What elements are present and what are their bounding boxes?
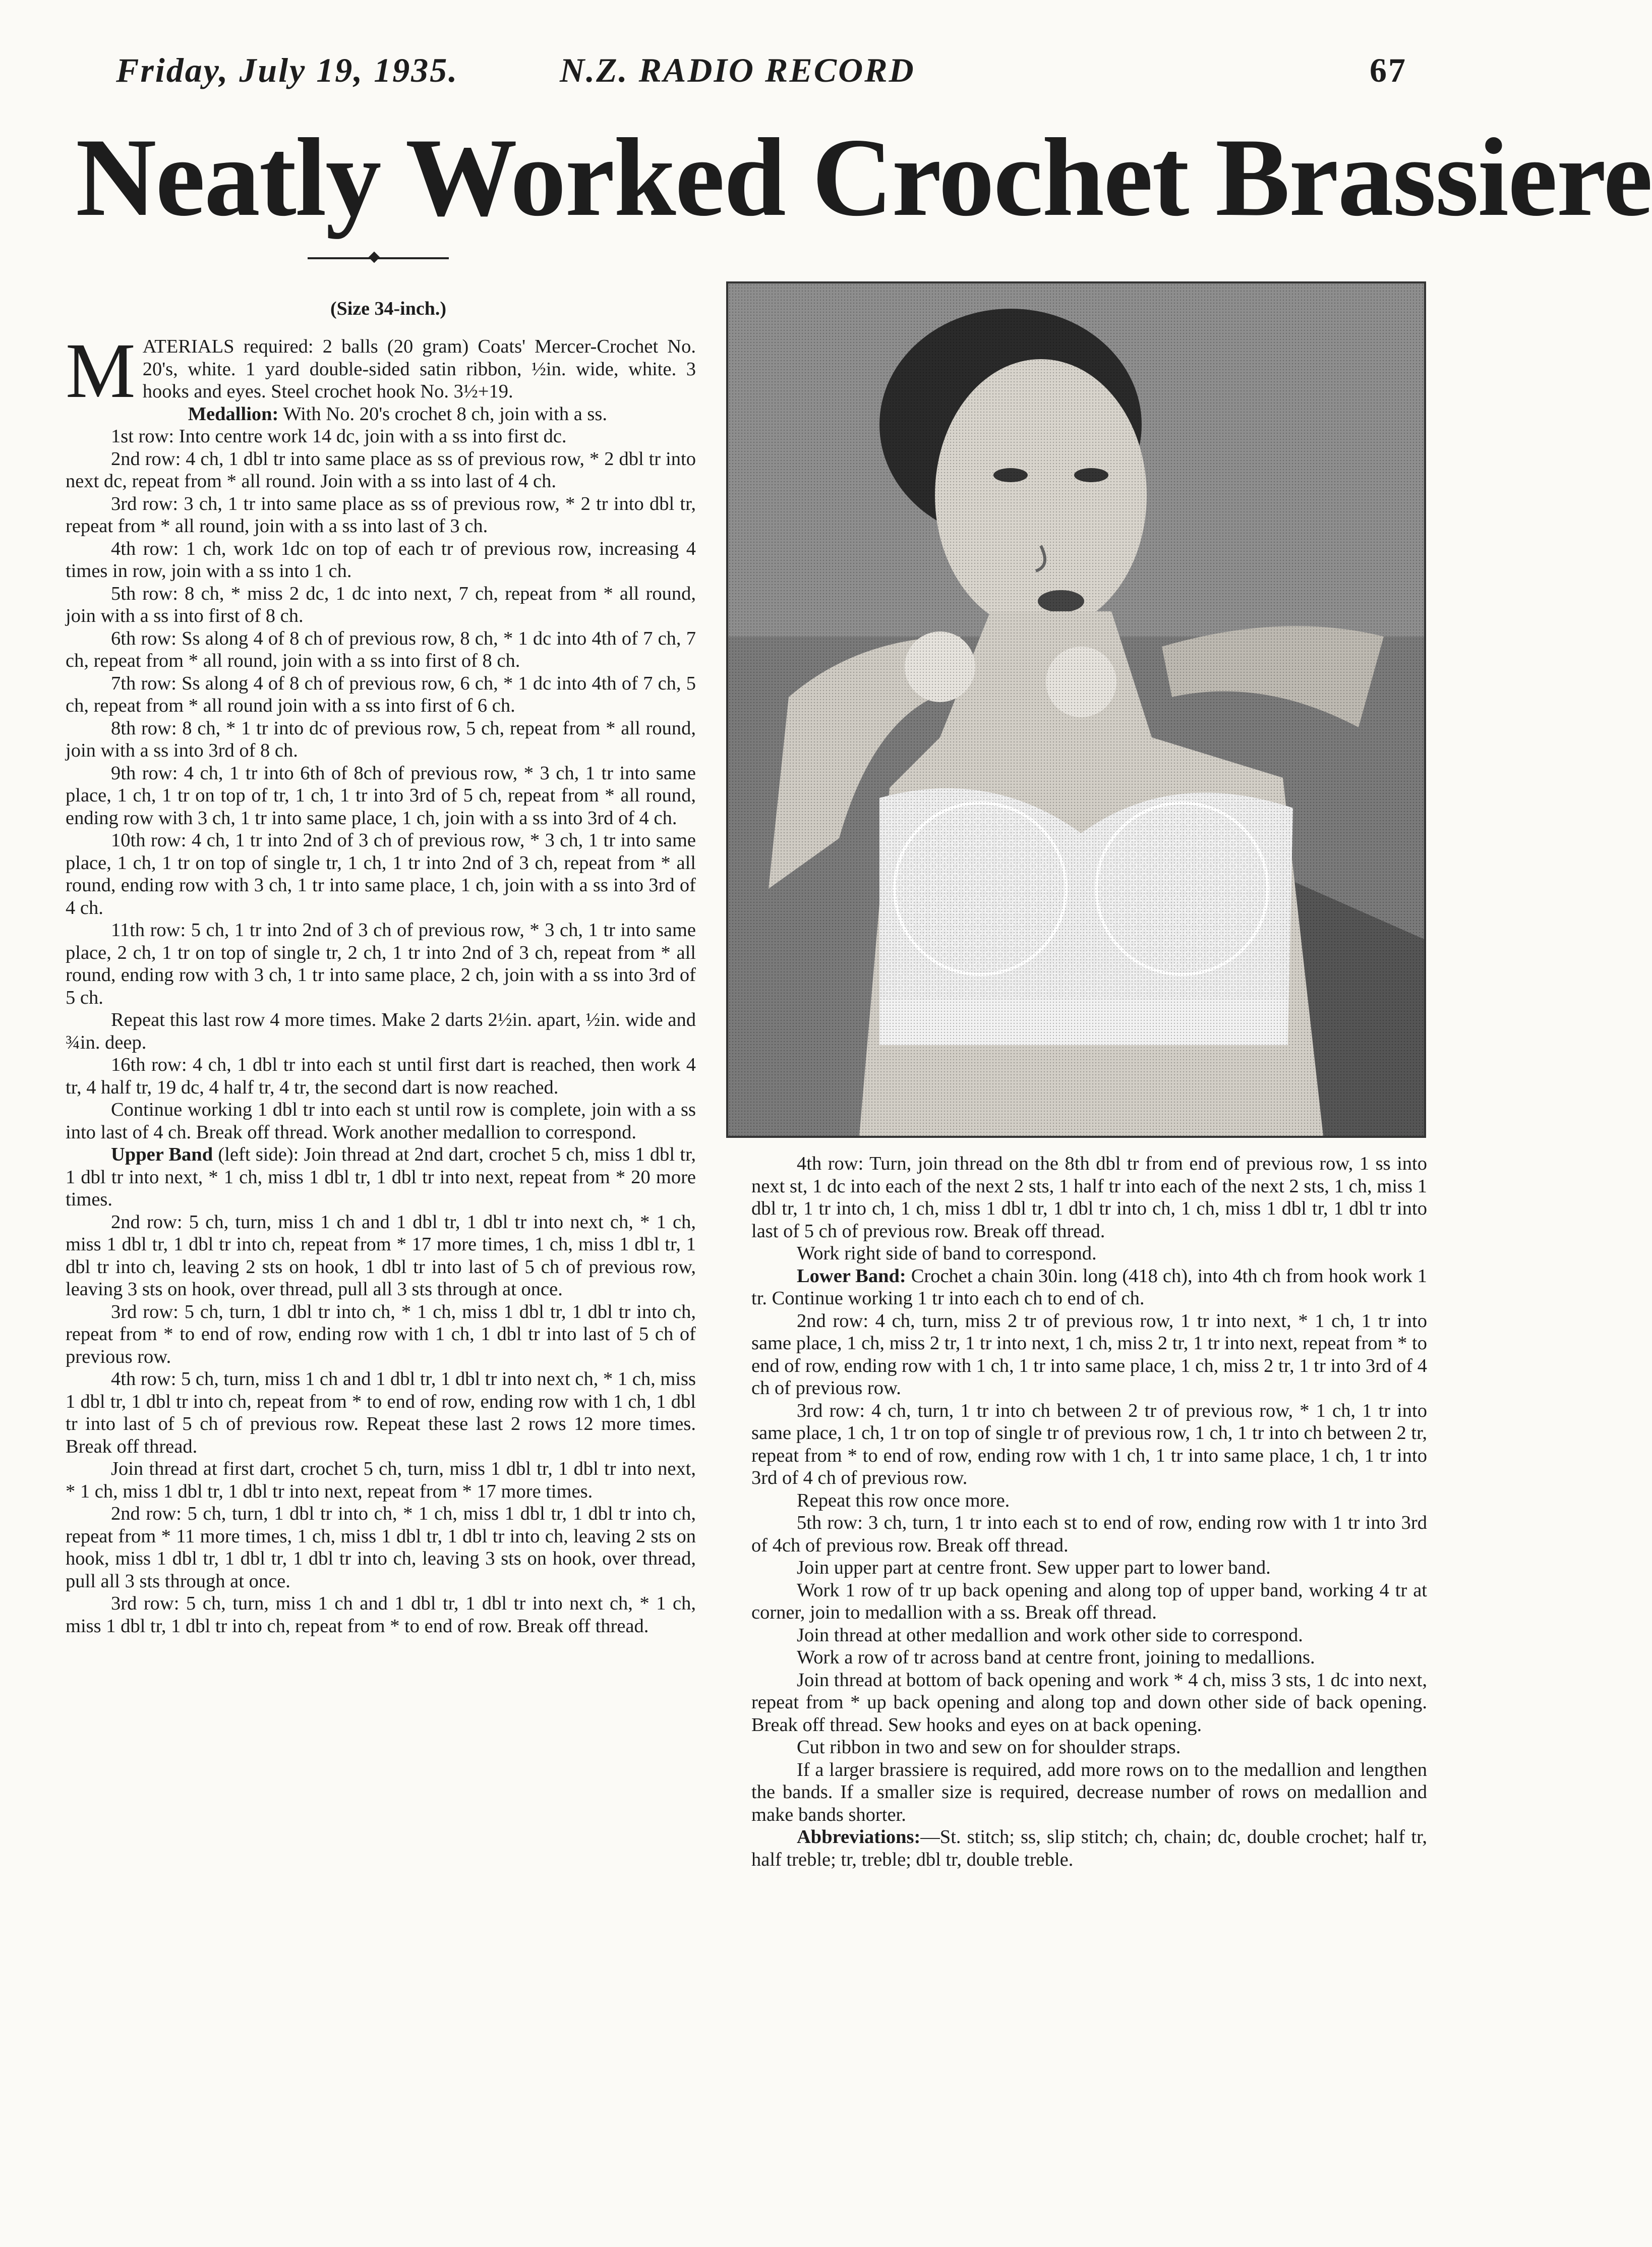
instruction-row: Work 1 row of tr up back opening and along top of upper band, working 4 tr at corner, join to medallion with a ss. Break off thread. (751, 1579, 1427, 1623)
instruction-row: 3rd row: 4 ch, turn, 1 tr into ch between 2 tr of previous row, * 1 ch, 1 tr into same place, 1 ch, 1 tr on top of single tr of previous row, 1 ch, 1 tr into ch between 2 tr, repeat from * to end of row, ending row with 1 ch, 1 tr into same place, 1 ch, 1 tr into 3rd of 4 ch of previous row. (751, 1400, 1427, 1488)
instruction-row: 2nd row: 4 ch, turn, miss 2 tr of previous row, 1 tr into next, * 1 ch, 1 tr into same place, 1 ch, miss 2 tr, 1 tr into next, 1 ch, miss 2 tr, 1 tr into next, repeat from * to end of row, ending row with 1 ch, 1 tr into same place, 1 ch, miss 2 tr, 1 tr into 3rd of 4 ch of previous row. (751, 1310, 1427, 1399)
abbreviations-heading: Abbreviations: (797, 1826, 921, 1848)
instruction-row: 5th row: 3 ch, turn, 1 tr into each st to end of row, ending row with 1 tr into 3rd of 4ch of previous row. Break off thread. (751, 1512, 1427, 1556)
materials-text: ATERIALS required: 2 balls (20 gram) Coats' Mercer-Crochet No. 20's, white. 1 yard double-sided satin ribbon, ½in. wide, white. 3 hooks and eyes. Steel crochet hook No. 3½+19. (142, 336, 696, 402)
instruction-row: 3rd row: 3 ch, 1 tr into same place as ss of previous row, * 2 tr into dbl tr, repeat from * all round, join with a ss into last of 3 ch. (66, 493, 696, 537)
instruction-row: Repeat this row once more. (797, 1489, 1010, 1511)
instruction-row: 4th row: Turn, join thread on the 8th dbl tr from end of previous row, 1 ss into next st, 1 dc into each of the next 2 sts, 1 half tr into each of the next 2 sts, 1 ch, miss 1 dbl tr, 1 tr into ch, 1 ch, miss 1 dbl tr, 1 dbl tr into ch, 1 ch, miss 1 dbl tr, 1 dbl tr into last of 5 ch of previous row. Break off thread. (751, 1153, 1427, 1242)
issue-date: Friday, July 19, 1935. (116, 51, 459, 89)
instruction-row: 4th row: 1 ch, work 1dc on top of each tr of previous row, increasing 4 times in row, join with a ss into 1 ch. (66, 538, 696, 582)
medallion-paragraph (66, 403, 696, 426)
lower-band-heading: Lower Band: (797, 1265, 906, 1287)
instruction-row: 1st row: Into centre work 14 dc, join with a ss into first dc. (111, 426, 567, 447)
photo-illustration (728, 283, 1424, 1136)
instruction-row: 6th row: Ss along 4 of 8 ch of previous row, 8 ch, * 1 dc into 4th of 7 ch, 7 ch, repeat from * all round, join with a ss into first of 8 ch. (66, 627, 696, 671)
publication-name: N.Z. RADIO RECORD (560, 51, 915, 89)
instruction-row: Work a row of tr across band at centre front, joining to medallions. (797, 1647, 1315, 1668)
instruction-row: 3rd row: 5 ch, turn, 1 dbl tr into ch, * 1 ch, miss 1 dbl tr, 1 dbl tr into ch, repeat from * to end of row, ending row with 1 ch, 1 dbl tr into last of 5 ch of previous row. (66, 1301, 696, 1367)
instruction-row: Work right side of band to correspond. (797, 1243, 1097, 1264)
lower-band-paragraph (751, 1265, 1427, 1310)
instruction-row: 2nd row: 4 ch, 1 dbl tr into same place as ss of previous row, * 2 dbl tr into next dc, repeat from * all round. Join with a ss into last of 4 ch. (66, 448, 696, 492)
instruction-row: 16th row: 4 ch, 1 dbl tr into each st until first dart is reached, then work 4 tr, 4 half tr, 19 dc, 4 half tr, 4 tr, the second dart is now reached. (66, 1054, 696, 1098)
title-divider (308, 257, 449, 259)
instruction-row: Continue working 1 dbl tr into each st until row is complete, join with a ss into last of 4 ch. Break off thread. Work another medallion to correspond. (66, 1099, 696, 1143)
instruction-row: 10th row: 4 ch, 1 tr into 2nd of 3 ch of previous row, * 3 ch, 1 tr into same place, 1 ch, 1 tr on top of single tr, 1 ch, 1 tr into 2nd of 3 ch, repeat from * all round, ending row with 3 ch, 1 tr into same place, 1 ch, join with a ss into 3rd of 4 ch. (66, 830, 696, 918)
lower-band-text: Crochet a chain 30in. long (418 ch), into 4th ch from hook work 1 tr. Continue working 1 tr into each ch to end of ch. (751, 1265, 1427, 1309)
size-note: (Size 34-inch.) (330, 298, 447, 319)
instruction-row: 2nd row: 5 ch, turn, 1 dbl tr into ch, * 1 ch, miss 1 dbl tr, 1 dbl tr into ch, repeat from * 11 more times, 1 ch, miss 1 dbl tr, 1 dbl tr into ch, leaving 2 sts on hook, miss 1 dbl tr, 1 dbl tr, 1 dbl tr into ch, leaving 3 sts on hook, over thread, pull all 3 sts through at once. (66, 1503, 696, 1592)
medallion-text: With No. 20's crochet 8 ch, join with a ss. (278, 403, 607, 425)
instruction-row: 3rd row: 5 ch, turn, miss 1 ch and 1 dbl tr, 1 dbl tr into next ch, * 1 ch, miss 1 dbl tr, 1 dbl tr into ch, repeat from * to end of row. Break off thread. (66, 1593, 696, 1637)
instruction-row: Join upper part at centre front. Sew upper part to lower band. (797, 1557, 1271, 1578)
upper-band-paragraph (66, 1143, 696, 1211)
instruction-row: 2nd row: 5 ch, turn, miss 1 ch and 1 dbl tr, 1 dbl tr into next ch, * 1 ch, miss 1 dbl tr, 1 dbl tr into ch, repeat from * 17 more times, 1 ch, miss 1 dbl tr, 1 dbl tr into ch, leaving 2 sts on hook, 1 dbl tr into last of 5 ch of previous row, leaving 3 sts on hook, over thread, pull all 3 sts through at once. (66, 1211, 696, 1300)
instruction-row: Join thread at first dart, crochet 5 ch, turn, miss 1 dbl tr, 1 dbl tr into next, * 1 ch, miss 1 dbl tr, 1 dbl tr into next, repeat from * 17 more times. (66, 1458, 696, 1502)
page-header (116, 50, 1407, 106)
instruction-row: 5th row: 8 ch, * miss 2 dc, 1 dc into next, 7 ch, repeat from * all round, join with a ss into first of 8 ch. (66, 583, 696, 626)
abbreviations-paragraph (751, 1826, 1427, 1871)
instruction-row: Join thread at bottom of back opening and work * 4 ch, miss 3 sts, 1 dc into next, repeat from * up back opening and along top and down other side of back opening. Break off thread. Sew hooks and eyes on at back opening. (751, 1669, 1427, 1736)
abbreviations-text: —St. stitch; ss, slip stitch; ch, chain; dc, double crochet; half tr, half treble; tr, treble; dbl tr, double treble. (751, 1826, 1427, 1870)
right-column (751, 1153, 1427, 1871)
instruction-row: If a larger brassiere is required, add more rows on to the medallion and lengthen the bands. If a smaller size is required, decrease number of rows on medallion and make bands shorter. (751, 1759, 1427, 1825)
page-number: 67 (1370, 51, 1407, 89)
upper-band-heading: Upper Band (111, 1144, 213, 1165)
divider-ornament (369, 252, 380, 263)
drop-cap: M (66, 327, 136, 414)
instruction-row: 11th row: 5 ch, 1 tr into 2nd of 3 ch of previous row, * 3 ch, 1 tr into same place, 2 ch, 1 tr on top of single tr, 2 ch, 1 tr into 2nd of 3 ch, repeat from * all round, ending row with 3 ch, 1 tr into same place, 2 ch, join with a ss into 3rd of 5 ch. (66, 919, 696, 1008)
medallion-heading: Medallion: (188, 403, 279, 425)
article-title: Neatly Worked Crochet Brassiere (76, 116, 1652, 240)
left-column (66, 327, 696, 1637)
instruction-row: 4th row: 5 ch, turn, miss 1 ch and 1 dbl tr, 1 dbl tr into next ch, * 1 ch, miss 1 dbl tr, 1 dbl tr into ch, repeat from * to end of row, ending row with 1 ch, 1 dbl tr into last of 5 ch of previous row. Repeat these last 2 rows 12 more times. Break off thread. (66, 1368, 696, 1457)
instruction-row: 9th row: 4 ch, 1 tr into 6th of 8ch of previous row, * 3 ch, 1 tr into same place, 1 ch, 1 tr on top of tr, 1 ch, 1 tr into 3rd of 5 ch, repeat from * all round, ending row with 3 ch, 1 tr into same place, 1 ch, join with a ss into 3rd of 4 ch. (66, 762, 696, 829)
instruction-row: Join thread at other medallion and work other side to correspond. (797, 1624, 1303, 1646)
instruction-row: Cut ribbon in two and sew on for shoulder straps. (797, 1737, 1181, 1758)
upper-band-text: (left side): Join thread at 2nd dart, crochet 5 ch, miss 1 dbl tr, 1 dbl tr into next, * 1 ch, miss 1 dbl tr, 1 dbl tr into next, repeat from * 20 more times. (66, 1144, 696, 1210)
instruction-row: 8th row: 8 ch, * 1 tr into dc of previous row, 5 ch, repeat from * all round, join with a ss into 3rd of 8 ch. (66, 717, 696, 761)
instruction-row: 7th row: Ss along 4 of 8 ch of previous row, 6 ch, * 1 dc into 4th of 7 ch, 5 ch, repeat from * all round join with a ss into first of 6 ch. (66, 672, 696, 716)
instruction-row: Repeat this last row 4 more times. Make 2 darts 2½in. apart, ½in. wide and ¾in. deep. (66, 1009, 696, 1053)
model-photograph (726, 281, 1426, 1138)
